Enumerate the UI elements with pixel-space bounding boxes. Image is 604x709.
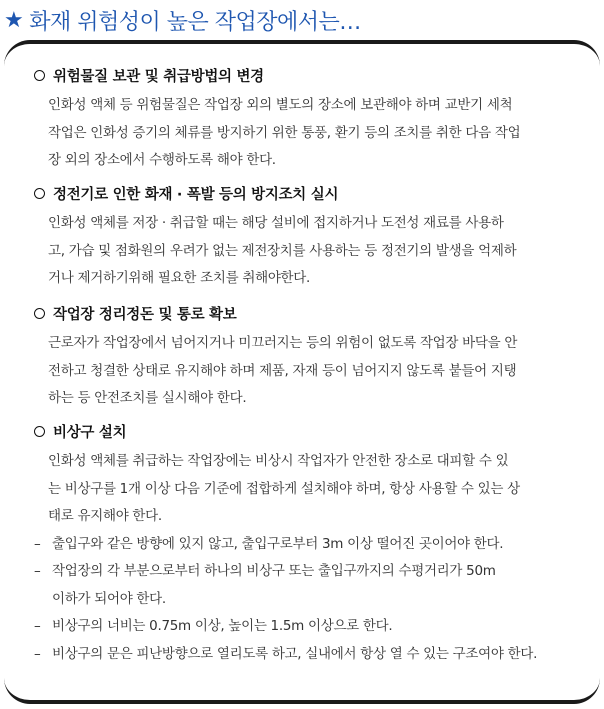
section-title: 작업장 정리정돈 및 통로 확보 <box>34 300 584 326</box>
body-line: 고, 가습 및 점화원의 우려가 없는 제전장치를 사용하는 등 정전기의 발생을 억제하 <box>48 242 517 259</box>
page-title: 화재 위험성이 높은 작업장에서는… <box>29 9 361 35</box>
body-line: 거나 제거하기위해 필요한 조치를 취해야한다. <box>48 270 311 286</box>
section-body <box>48 92 578 175</box>
section-body <box>48 448 578 531</box>
body-line: 인화성 액체 등 위험물질은 작업장 외의 별도의 장소에 보관해야 하며 교반기 세척 <box>48 97 513 113</box>
section-body <box>48 210 578 293</box>
body-line: 전하고 청결한 상태로 유지해야 하며 제품, 자재 등이 넘어지지 않도록 붙들어 지탱 <box>48 362 517 379</box>
list-item-continuation: 이하가 되어야 한다. <box>52 590 166 607</box>
circle-bullet-icon <box>34 308 45 319</box>
section-emergency-exit <box>34 418 584 668</box>
body-line: 인화성 액체를 저장 · 취급할 때는 해당 설비에 접지하거나 도전성 재료를 사용하 <box>48 215 504 231</box>
body-line: 인화성 액체를 취급하는 작업장에는 비상시 작업자가 안전한 장소로 대피할 수 있 <box>48 453 509 469</box>
circle-bullet-icon <box>34 426 45 437</box>
list-item: – 비상구의 문은 피난방향으로 열리도록 하고, 실내에서 항상 열 수 있는 구조여야 한다. <box>34 641 584 669</box>
dash-bullet: – <box>34 563 41 579</box>
section-title: 정전기로 인한 화재 · 폭발 등의 방지조치 실시 <box>34 180 584 206</box>
star-icon: ★ <box>4 7 24 33</box>
section-title: 비상구 설치 <box>34 418 584 444</box>
dash-bullet: – <box>34 645 41 662</box>
body-line: 장 외의 장소에서 수행하도록 해야 한다. <box>48 152 276 168</box>
content-box <box>4 40 600 704</box>
list-item: – 출입구와 같은 방향에 있지 않고, 출입구로부터 3m 이상 떨어진 곳이어야 한다. <box>34 531 584 559</box>
section-title: 위험물질 보관 및 취급방법의 변경 <box>34 62 584 88</box>
section-housekeeping <box>34 300 584 413</box>
page-heading <box>4 2 361 38</box>
requirement-list <box>34 531 584 669</box>
body-line: 는 비상구를 1개 이상 다음 기준에 접합하게 설치해야 하며, 항상 사용할 수 있는 상 <box>48 480 520 497</box>
body-line: 작업은 인화성 증기의 체류를 방지하기 위한 통풍, 환기 등의 조치를 취한 다음 작업 <box>48 124 521 141</box>
body-line: 근로자가 작업장에서 넘어지거나 미끄러지는 등의 위험이 없도록 작업장 바닥을 안 <box>48 335 518 351</box>
body-line: 하는 등 안전조치를 실시해야 한다. <box>48 390 247 406</box>
list-item: – 비상구의 너비는 0.75m 이상, 높이는 1.5m 이상으로 한다. <box>34 613 584 641</box>
section-body <box>48 330 578 413</box>
list-item: – 작업장의 각 부분으로부터 하나의 비상구 또는 출입구까지의 수평거리가 50m <box>34 558 584 586</box>
circle-bullet-icon <box>34 70 45 81</box>
section-storage <box>34 62 584 175</box>
circle-bullet-icon <box>34 188 45 199</box>
dash-bullet: – <box>34 618 41 634</box>
section-static <box>34 180 584 293</box>
dash-bullet: – <box>34 535 41 552</box>
body-line: 태로 유지해야 한다. <box>48 508 162 524</box>
